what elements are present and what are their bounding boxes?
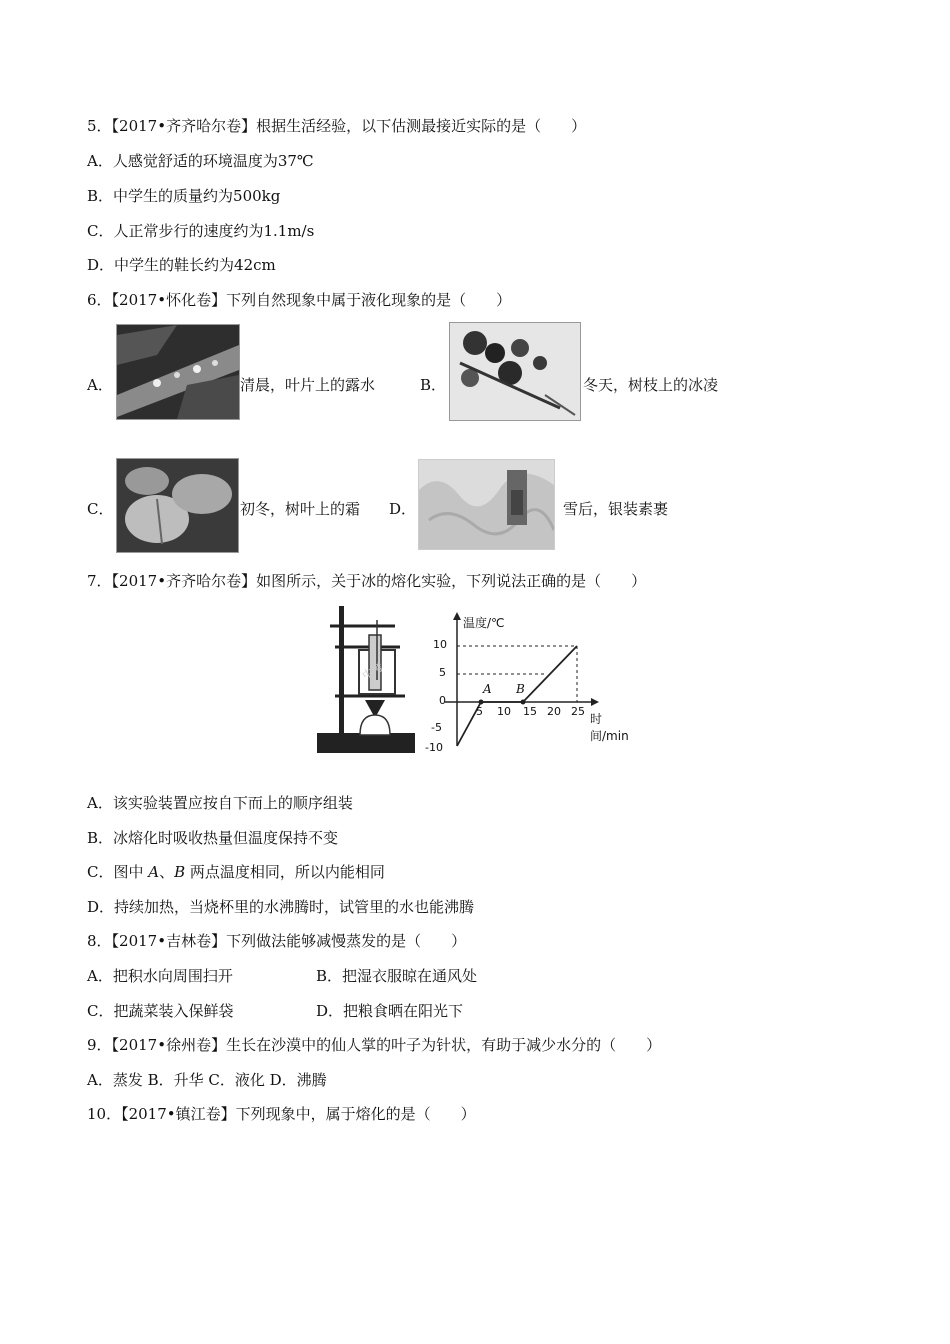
q8-option-b: B．把湿衣服晾在通风处 bbox=[316, 967, 478, 985]
x-tick-25: 25 bbox=[571, 705, 585, 718]
q5-option-d: D．中学生的鞋长约为42cm bbox=[87, 256, 276, 274]
q6-option-c-caption: 初冬，树叶上的霜 bbox=[240, 500, 361, 518]
y-tick-10: 10 bbox=[433, 638, 447, 651]
q6-option-c-label: C． bbox=[87, 500, 114, 518]
q5-option-a: A．人感觉舒适的环境温度为37℃ bbox=[87, 152, 314, 170]
point-b-label: B bbox=[516, 682, 525, 696]
q6-stem: 6．【2017•怀化卷】下列自然现象中属于液化现象的是（ ） bbox=[87, 291, 512, 309]
graph-x-label: 时间/min bbox=[590, 712, 629, 743]
svg-text:中考: 中考 bbox=[360, 660, 386, 683]
q6-option-b-label: B． bbox=[420, 376, 447, 394]
q6-option-d-caption: 雪后，银装素裹 bbox=[563, 500, 669, 518]
q7-option-c-pre: C．图中 bbox=[87, 863, 149, 881]
q8-option-a: A．把积水向周围扫开 bbox=[87, 967, 233, 985]
q6-option-a-label: A． bbox=[87, 376, 113, 394]
q8-row-1 bbox=[87, 966, 478, 986]
iron-stand-apparatus bbox=[317, 606, 415, 753]
q9-stem: 9．【2017•徐州卷】生长在沙漠中的仙人掌的叶子为针状，有助于减少水分的（ ） bbox=[87, 1036, 662, 1054]
q5-option-b: B．中学生的质量约为500kg bbox=[87, 187, 281, 205]
q7-figure bbox=[305, 600, 640, 762]
snow-photo bbox=[418, 459, 555, 550]
q10-stem: 10．【2017•镇江卷】下列现象中，属于熔化的是（ ） bbox=[87, 1105, 476, 1123]
q8-option-c: C．把蔬菜装入保鲜袋 bbox=[87, 1002, 234, 1020]
x-tick-10: 10 bbox=[497, 705, 511, 718]
q7-option-c-a: A bbox=[148, 863, 160, 881]
y-tick-5: 5 bbox=[439, 666, 446, 679]
q7-option-d: D．持续加热，当烧杯里的水沸腾时，试管里的水也能沸腾 bbox=[87, 898, 475, 916]
y-tick-neg10: -10 bbox=[425, 741, 443, 754]
q6-option-d-label: D． bbox=[389, 500, 417, 518]
icicle-photo bbox=[449, 322, 581, 421]
y-tick-0: 0 bbox=[439, 694, 446, 707]
temperature-time-graph bbox=[445, 612, 599, 746]
q8-stem: 8．【2017•吉林卷】下列做法能够减慢蒸发的是（ ） bbox=[87, 932, 467, 950]
x-tick-15: 15 bbox=[523, 705, 537, 718]
q8-row-2 bbox=[87, 1001, 464, 1021]
q8-option-d: D．把粮食晒在阳光下 bbox=[316, 1002, 464, 1020]
x-tick-20: 20 bbox=[547, 705, 561, 718]
x-tick-5: 5 bbox=[476, 705, 483, 718]
q7-option-c bbox=[87, 862, 385, 882]
q7-option-a: A．该实验装置应按自下而上的顺序组装 bbox=[87, 794, 353, 812]
q9-options: A．蒸发 B．升华 C．液化 D．沸腾 bbox=[87, 1071, 327, 1089]
dew-photo bbox=[116, 324, 240, 420]
q6-option-a-caption: 清晨，叶片上的露水 bbox=[240, 376, 376, 394]
q7-option-c-mid: 、 bbox=[159, 863, 175, 881]
graph-y-label: 温度/℃ bbox=[463, 616, 505, 630]
q7-option-b: B．冰熔化时吸收热量但温度保持不变 bbox=[87, 829, 339, 847]
q5-stem: 5．【2017•齐齐哈尔卷】根据生活经验，以下估测最接近实际的是（ ） bbox=[87, 117, 587, 135]
y-tick-neg5: -5 bbox=[431, 721, 442, 734]
q7-option-c-post: 两点温度相同，所以内能相同 bbox=[185, 863, 385, 881]
q6-option-b-caption: 冬天，树枝上的冰凌 bbox=[583, 376, 719, 394]
q7-stem: 7．【2017•齐齐哈尔卷】如图所示，关于冰的熔化实验，下列说法正确的是（ ） bbox=[87, 572, 647, 590]
frost-photo bbox=[116, 458, 239, 553]
q5-option-c: C．人正常步行的速度约为1.1m/s bbox=[87, 222, 315, 240]
point-a-label: A bbox=[483, 682, 492, 696]
q7-option-c-b: B bbox=[174, 863, 186, 881]
